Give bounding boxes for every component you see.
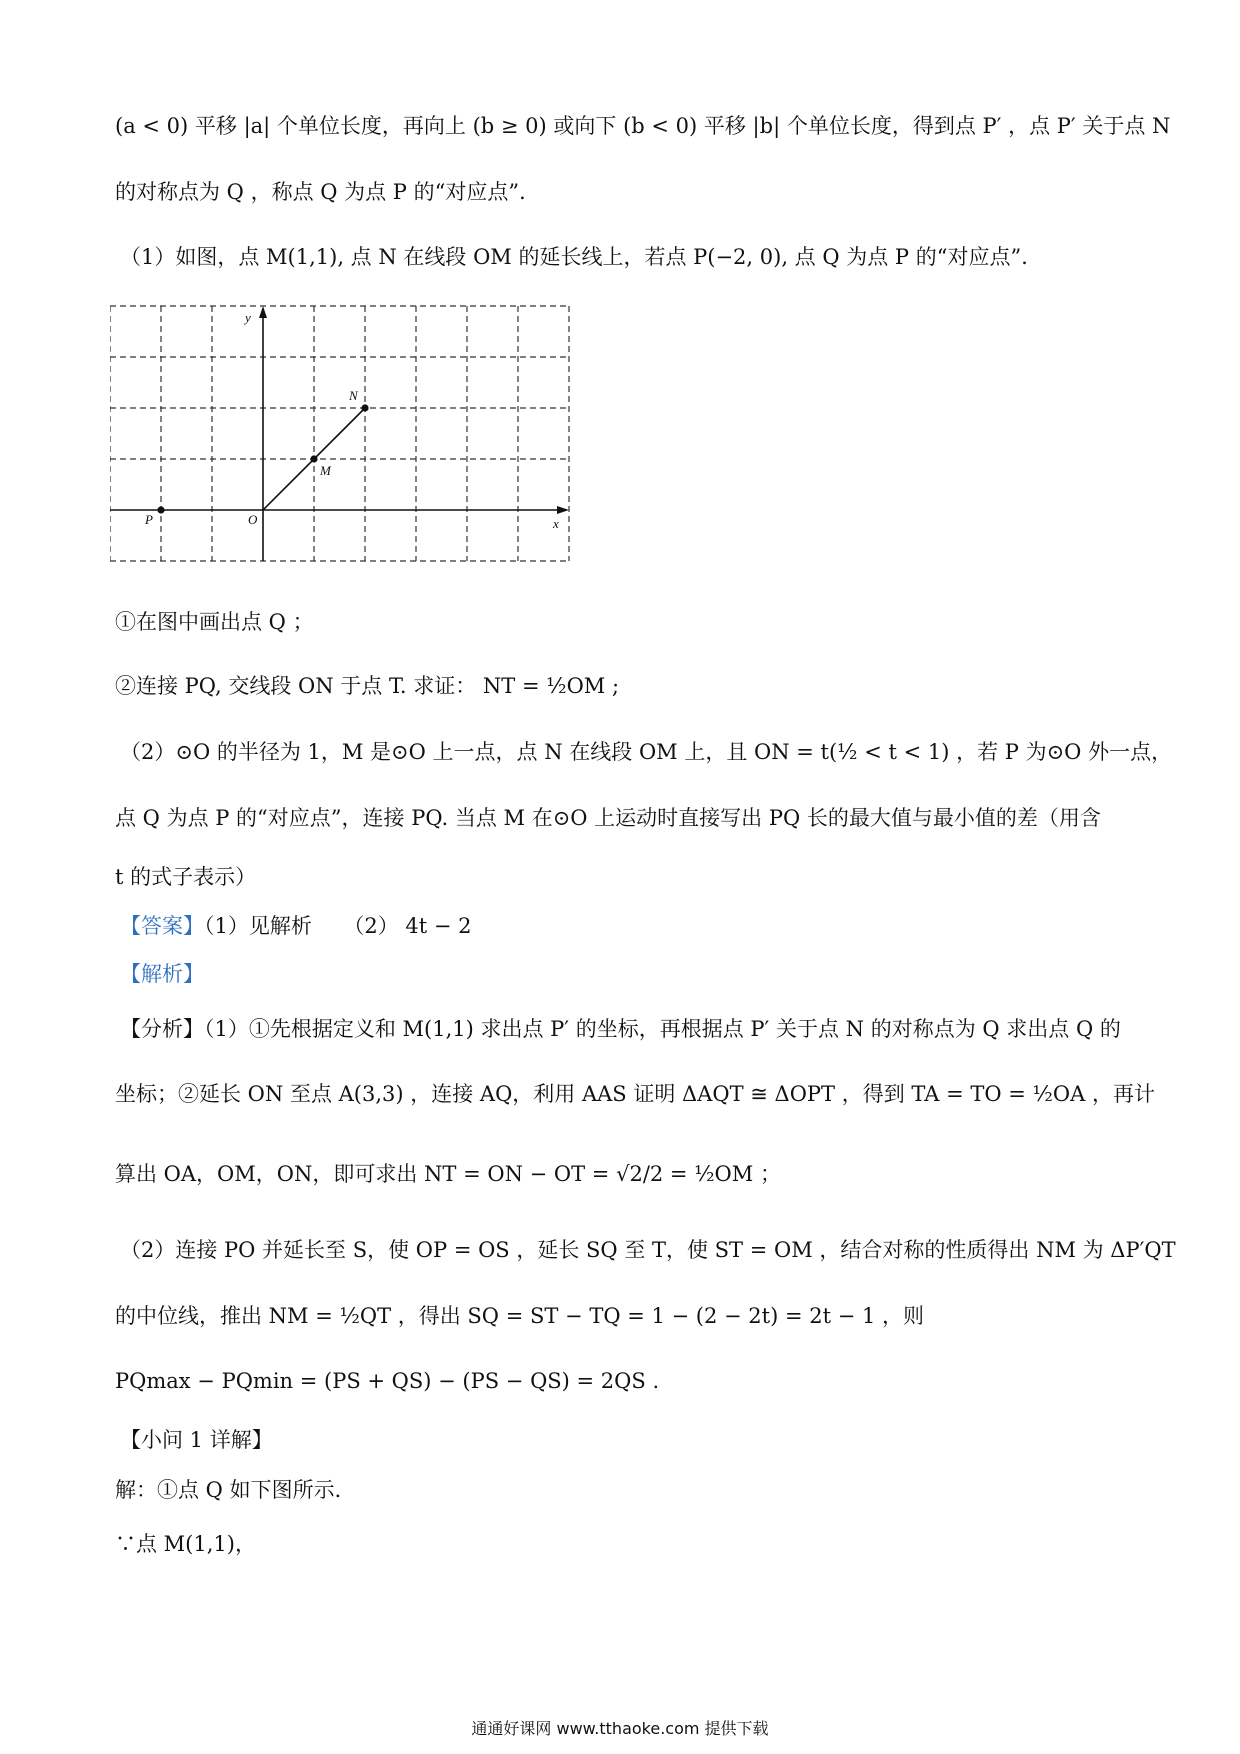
point-P (157, 506, 164, 513)
analysis-line-1 (120, 1015, 1121, 1043)
question-1-part-1: ①在图中画出点 Q ； (115, 610, 314, 634)
text-line-2: 的对称点为 Q ，称点 Q 为点 P 的“对应点”． (115, 180, 541, 204)
y-axis-arrow (259, 306, 267, 318)
question-2-line-1: （2）⊙O 的半径为 1，M 是⊙O 上一点，点 N 在线段 OM 上，且 ON = t(½ < t < 1) ，若 P 为⊙O 外一点， (120, 740, 1173, 764)
solution-line-1: 解：①点 Q 如下图所示． (115, 1478, 356, 1502)
y-axis-label: y (245, 310, 251, 325)
text-line-1: (a < 0) 平移 |a| 个单位长度，再向上 (b ≥ 0) 或向下 (b < 0) 平移 |b| 个单位长度，得到点 P′ ，点 P′ 关于点 N (115, 114, 1171, 138)
point-label-N: N (349, 388, 358, 403)
point-M (310, 455, 317, 462)
analysis-text-1: （1）①先根据定义和 M(1,1) 求出点 P′ 的坐标，再根据点 P′ 关于点 N 的对称点为 Q 求出点 Q 的 (204, 1017, 1121, 1041)
sub-question-heading: 【小问 1 详解】 (120, 1428, 273, 1452)
footer: 通通好课网 www.tthaoke.com 提供下载 (471, 1719, 769, 1738)
question-2-line-2: 点 Q 为点 P 的“对应点”，连接 PQ. 当点 M 在⊙O 上运动时直接写出 PQ 长的最大值与最小值的差（用含 (115, 806, 1101, 830)
figure-marks (144, 310, 559, 531)
analysis-tag: 【分析】 (120, 1017, 204, 1041)
analysis-line-6: PQmax − PQmin = (PS + QS) − (PS − QS) = 2QS . (115, 1369, 660, 1393)
coordinate-figure (110, 300, 580, 565)
answer-line (120, 912, 472, 940)
answer-text: （1）见解析 （2） 4t − 2 (204, 914, 472, 938)
answer-tag: 【答案】 (120, 914, 204, 938)
analysis-line-4: （2）连接 PO 并延长至 S，使 OP = OS ，延长 SQ 至 T，使 ST = OM ，结合对称的性质得出 NM 为 ΔP′QT (120, 1238, 1176, 1262)
solution-line-2: ∵点 M(1,1)， (115, 1532, 256, 1556)
analysis-line-3: 算出 OA，OM，ON，即可求出 NT = ON − OT = √2/2 = ½OM ； (115, 1162, 781, 1186)
origin-label: O (248, 512, 258, 527)
point-N (361, 404, 368, 411)
analysis-line-2: 坐标；②延长 ON 至点 A(3,3) ，连接 AQ，利用 AAS 证明 ΔAQT ≅ ΔOPT ，得到 TA = TO = ½OA ，再计 (115, 1082, 1155, 1106)
question-1: （1）如图，点 M(1,1), 点 N 在线段 OM 的延长线上，若点 P(−2, 0), 点 Q 为点 P 的“对应点”． (120, 245, 1043, 269)
question-2-line-3: t 的式子表示） (115, 865, 257, 889)
jiexi-tag: 【解析】 (120, 962, 204, 986)
question-1-part-2: ②连接 PQ, 交线段 ON 于点 T. 求证： NT = ½OM ; (115, 674, 620, 698)
point-label-P: P (145, 512, 153, 527)
x-axis-label: x (553, 516, 559, 531)
analysis-line-5: 的中位线，推出 NM = ½QT ，得出 SQ = ST − TQ = 1 − (2 − 2t) = 2t − 1 ，则 (115, 1304, 925, 1328)
x-axis-arrow (557, 506, 569, 514)
point-label-M: M (320, 463, 331, 478)
